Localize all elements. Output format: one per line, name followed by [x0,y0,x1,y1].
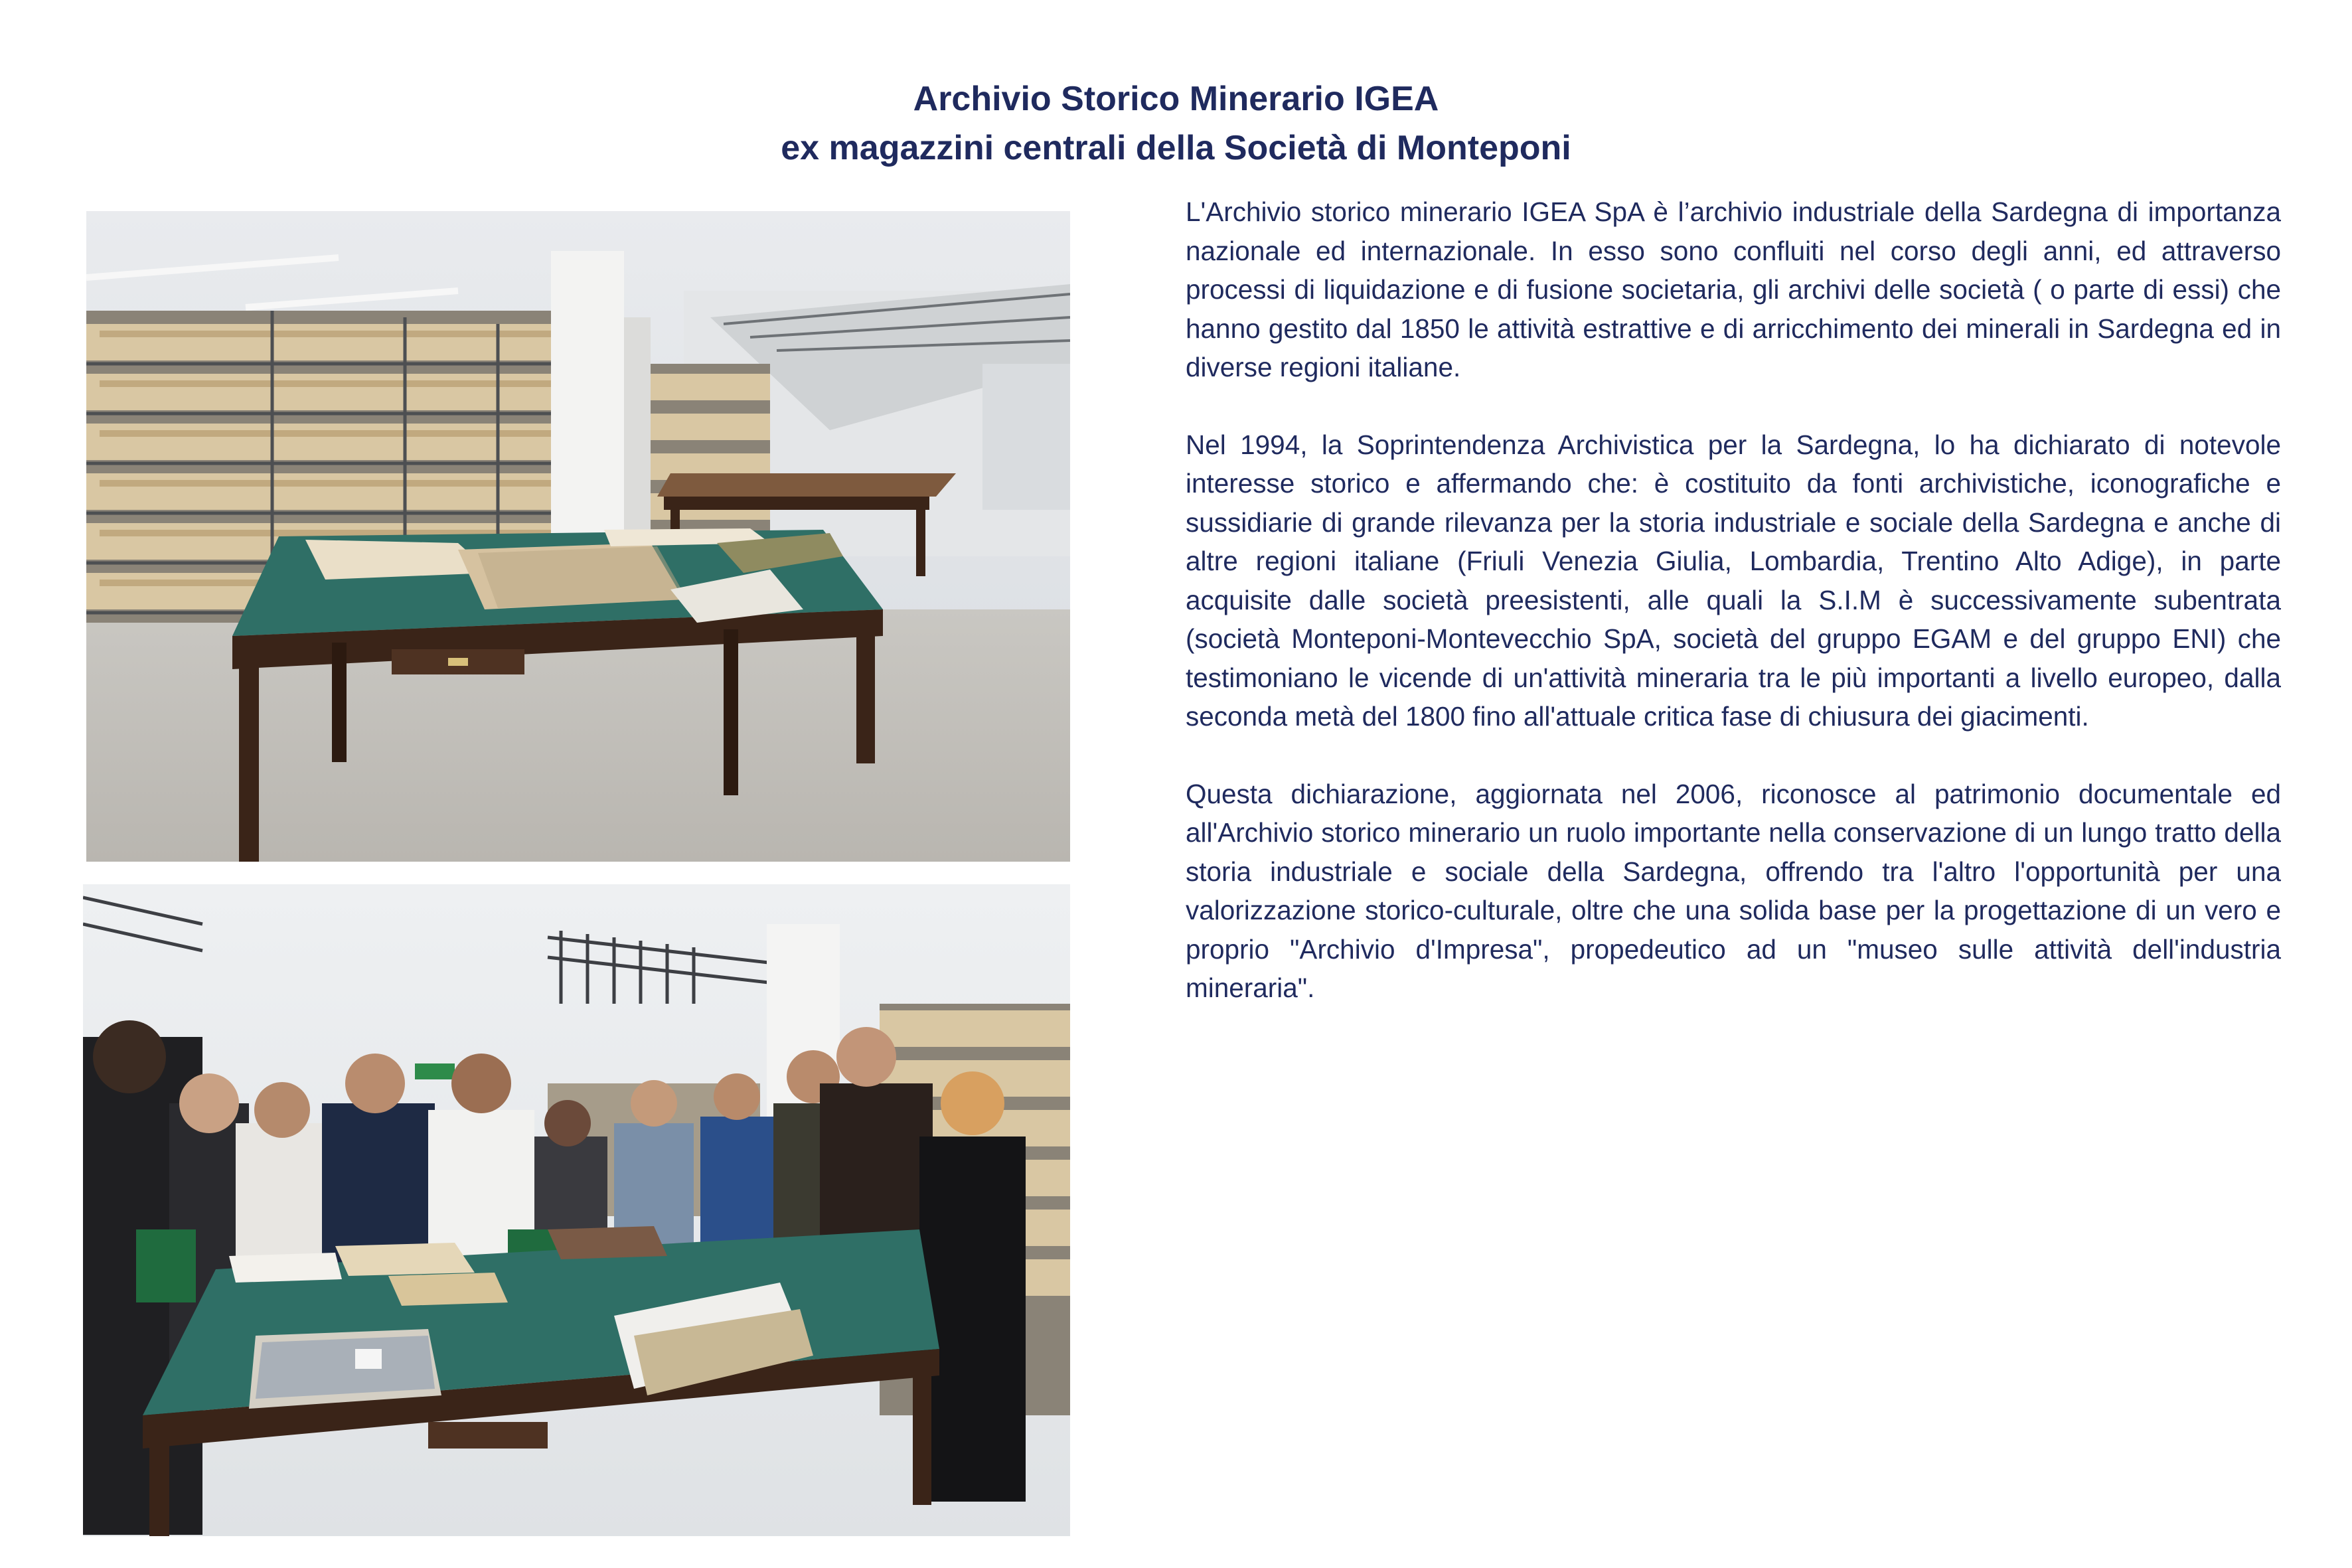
page-title-line2: ex magazzini centrali della Società di Monteponi [781,129,1571,167]
paragraph-2: Nel 1994, la Soprintendenza Archivistica per la Sardegna, lo ha dichiarato di notevole interesse storico e affermando che: è costituito da fonti archivistiche, iconografiche e sussidiarie di grande rilevanza per la storia industriale e sociale della Sardegna e anche di altre regioni italiane (Friuli Venezia Giulia, Lombardia, Trentino Alto Adige), in parte acquisite dalle società preesistenti, alle quali la S.I.M è successivamente subentrata (società Monteponi-Montevecchio SpA, società del gruppo EGAM e del gruppo ENI) che testimoniano le vicende di un'attività mineraria tra le più importanti a livello europeo, dalla seconda metà del 1800 fino all'attuale critica fase di chiusura dei giacimenti. [1186,429,2281,732]
paragraph-3: Questa dichiarazione, aggiornata nel 2006, riconosce al patrimonio documentale ed all'Archivio storico minerario un ruolo importante nella conservazione di un lungo tratto della storia industriale e sociale della Sardegna, offrendo tra l'altro l'opportunità per una valorizzazione storico-culturale, oltre che una solida base per la progettazione di un vero e proprio "Archivio d'Impresa", propedeutico ad un "museo sulle attività dell'industria mineraria". [1186,778,2281,1003]
paragraph-1: L'Archivio storico minerario IGEA SpA è l’archivio industriale della Sardegna di importanza nazionale ed internazionale. In esso sono confluiti nel corso degli anni, ed attraverso processi di liquidazione e di fusione societaria, gli archivi delle società ( o parte di essi) che hanno gestito dal 1850 le attività estrattive e di arricchimento dei minerali in Sardegna ed in diverse regioni italiane. [1186,196,2281,382]
page-title-line1: Archivio Storico Minerario IGEA [913,80,1439,118]
archive-room-photo [86,211,1070,862]
visitors-group-photo [83,884,1070,1536]
body-text [1186,193,2281,1046]
